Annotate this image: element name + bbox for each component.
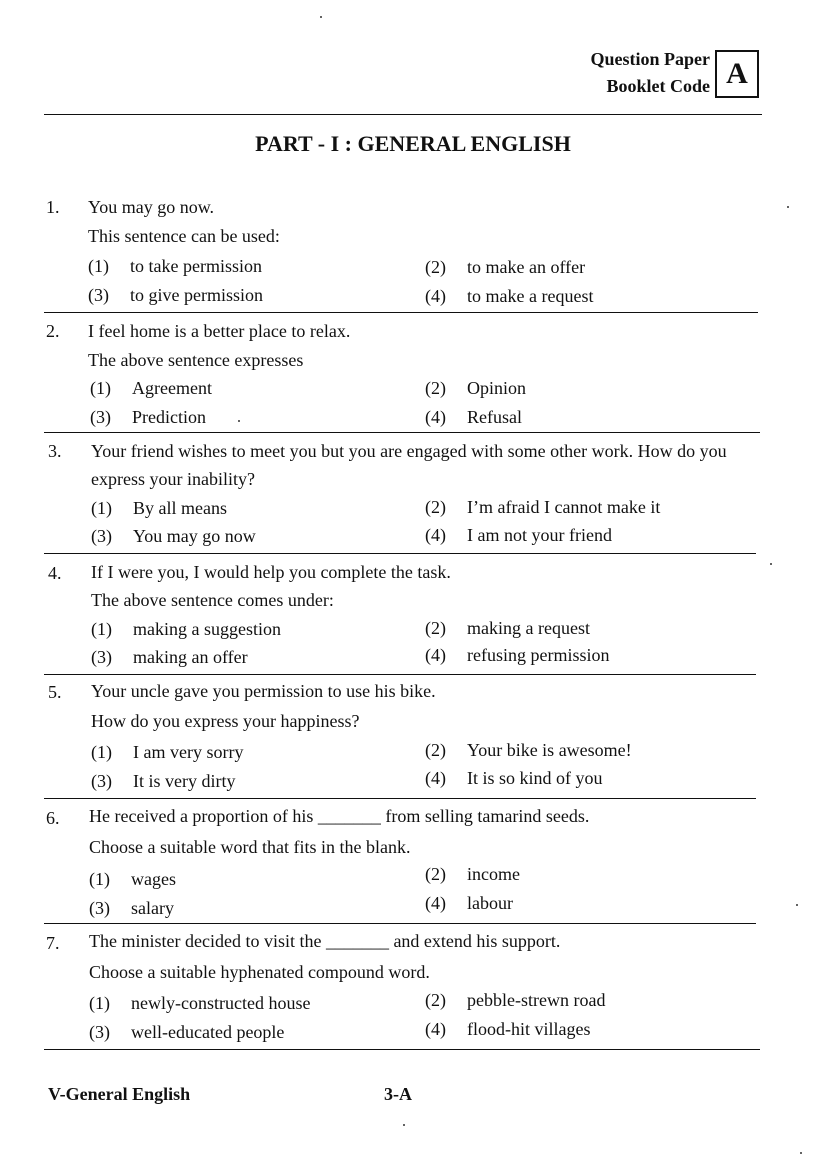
question-number: 5. bbox=[48, 682, 62, 702]
question-divider bbox=[44, 923, 756, 924]
option-number: (4) bbox=[425, 768, 446, 788]
option-number: (1) bbox=[91, 742, 112, 762]
option-text: By all means bbox=[133, 498, 227, 518]
option-number: (4) bbox=[425, 1019, 446, 1039]
option-text: to give permission bbox=[130, 285, 263, 305]
question-number: 1. bbox=[46, 197, 60, 217]
option-number: (1) bbox=[90, 378, 111, 398]
question-text: You may go now. bbox=[88, 197, 215, 217]
question-divider bbox=[44, 674, 756, 675]
question-number: 6. bbox=[46, 808, 60, 828]
question-divider bbox=[44, 1049, 760, 1050]
option-3 bbox=[91, 524, 256, 548]
scan-speck bbox=[403, 1124, 405, 1126]
question-instruction: The above sentence comes under: bbox=[91, 590, 334, 610]
option-text: pebble-strewn road bbox=[467, 990, 606, 1010]
question-divider bbox=[44, 312, 758, 313]
option-number: (1) bbox=[89, 993, 110, 1013]
question-divider bbox=[44, 553, 756, 554]
option-2 bbox=[425, 862, 520, 886]
question-text: He received a proportion of his _______ from selling tamarind seeds. bbox=[89, 806, 590, 826]
option-text: newly-constructed house bbox=[131, 993, 311, 1013]
option-3 bbox=[88, 283, 263, 307]
option-number: (1) bbox=[88, 256, 109, 276]
option-number: (2) bbox=[425, 378, 446, 398]
option-number: (3) bbox=[91, 526, 112, 546]
question-instruction: Choose a suitable word that fits in the blank. bbox=[89, 837, 411, 857]
header-divider bbox=[44, 114, 762, 115]
option-text: well-educated people bbox=[131, 1022, 285, 1042]
booklet-label-line2: Booklet Code bbox=[606, 76, 710, 96]
option-3 bbox=[89, 1020, 284, 1044]
part-title: PART - I : GENERAL ENGLISH bbox=[255, 131, 571, 156]
scan-speck bbox=[320, 16, 322, 18]
question-divider bbox=[44, 432, 760, 433]
option-number: (2) bbox=[425, 497, 446, 517]
option-4 bbox=[425, 766, 603, 790]
scan-speck bbox=[800, 1152, 802, 1154]
option-text: salary bbox=[131, 898, 174, 918]
option-number: (2) bbox=[425, 864, 446, 884]
option-text: I am not your friend bbox=[467, 525, 612, 545]
option-1 bbox=[91, 740, 243, 764]
question-instruction: The above sentence expresses bbox=[88, 350, 304, 370]
option-text: to take permission bbox=[130, 256, 262, 276]
option-number: (3) bbox=[91, 647, 112, 667]
option-2 bbox=[425, 988, 605, 1012]
booklet-code-box: A bbox=[715, 50, 759, 98]
option-1 bbox=[90, 376, 212, 400]
option-2 bbox=[425, 738, 632, 762]
option-4 bbox=[425, 523, 612, 547]
option-number: (3) bbox=[88, 285, 109, 305]
question-number: 4. bbox=[48, 563, 62, 583]
option-text: refusing permission bbox=[467, 645, 610, 665]
option-number: (2) bbox=[425, 740, 446, 760]
option-text: You may go now bbox=[133, 526, 256, 546]
option-4 bbox=[425, 891, 513, 915]
question-text: Your friend wishes to meet you but you are engaged with some other work. How do you bbox=[91, 441, 727, 461]
question-text: Your uncle gave you permission to use his bike. bbox=[91, 681, 436, 701]
option-text: Agreement bbox=[132, 378, 212, 398]
option-number: (3) bbox=[91, 771, 112, 791]
option-4 bbox=[425, 1017, 590, 1041]
booklet-label-line1: Question Paper bbox=[590, 49, 710, 69]
option-2 bbox=[425, 255, 585, 279]
option-1 bbox=[88, 254, 262, 278]
scan-speck bbox=[770, 563, 772, 565]
option-1 bbox=[91, 617, 281, 641]
question-text-continued: express your inability? bbox=[91, 469, 255, 489]
option-3 bbox=[91, 769, 235, 793]
option-number: (1) bbox=[91, 498, 112, 518]
option-text: wages bbox=[131, 869, 176, 889]
option-number: (3) bbox=[89, 898, 110, 918]
option-number: (4) bbox=[425, 286, 446, 306]
option-text: making a request bbox=[467, 618, 590, 638]
question-number: 3. bbox=[48, 441, 62, 461]
option-number: (4) bbox=[425, 407, 446, 427]
option-1 bbox=[89, 867, 176, 891]
option-text: It is so kind of you bbox=[467, 768, 603, 788]
option-2 bbox=[425, 376, 526, 400]
option-text: to make an offer bbox=[467, 257, 586, 277]
footer-subject: V-General English bbox=[48, 1084, 191, 1104]
option-number: (2) bbox=[425, 990, 446, 1010]
option-text: Refusal bbox=[467, 407, 522, 427]
question-text: I feel home is a better place to relax. bbox=[88, 321, 351, 341]
option-number: (4) bbox=[425, 525, 446, 545]
option-text: Opinion bbox=[467, 378, 527, 398]
option-2 bbox=[425, 616, 590, 640]
option-text: labour bbox=[467, 893, 513, 913]
option-text: It is very dirty bbox=[133, 771, 236, 791]
question-text: The minister decided to visit the _______ and extend his support. bbox=[89, 931, 561, 951]
option-text: Prediction bbox=[132, 407, 206, 427]
option-text: income bbox=[467, 864, 520, 884]
option-1 bbox=[89, 991, 310, 1015]
footer-page-number: 3-A bbox=[384, 1084, 412, 1104]
option-number: (2) bbox=[425, 618, 446, 638]
option-3 bbox=[90, 405, 206, 429]
question-divider bbox=[44, 798, 756, 799]
option-3 bbox=[91, 645, 248, 669]
scan-speck bbox=[787, 206, 789, 208]
option-text: making an offer bbox=[133, 647, 248, 667]
option-number: (1) bbox=[89, 869, 110, 889]
question-instruction: This sentence can be used: bbox=[88, 226, 280, 246]
question-number: 7. bbox=[46, 933, 60, 953]
option-text: flood-hit villages bbox=[467, 1019, 591, 1039]
option-4 bbox=[425, 643, 609, 667]
option-number: (3) bbox=[90, 407, 111, 427]
option-text: Your bike is awesome! bbox=[467, 740, 632, 760]
question-text: If I were you, I would help you complete the task. bbox=[91, 562, 451, 582]
option-number: (4) bbox=[425, 893, 446, 913]
question-instruction: How do you express your happiness? bbox=[91, 711, 360, 731]
option-number: (3) bbox=[89, 1022, 110, 1042]
question-instruction: Choose a suitable hyphenated compound word. bbox=[89, 962, 430, 982]
option-3 bbox=[89, 896, 174, 920]
option-1 bbox=[91, 496, 227, 520]
option-number: (1) bbox=[91, 619, 112, 639]
option-text: I am very sorry bbox=[133, 742, 244, 762]
scan-speck bbox=[238, 420, 240, 422]
scan-speck bbox=[796, 904, 798, 906]
option-4 bbox=[425, 405, 522, 429]
option-4 bbox=[425, 284, 593, 308]
option-text: I’m afraid I cannot make it bbox=[467, 497, 661, 517]
option-number: (4) bbox=[425, 645, 446, 665]
option-text: to make a request bbox=[467, 286, 594, 306]
option-number: (2) bbox=[425, 257, 446, 277]
option-text: making a suggestion bbox=[133, 619, 281, 639]
question-number: 2. bbox=[46, 321, 60, 341]
option-2 bbox=[425, 495, 660, 519]
